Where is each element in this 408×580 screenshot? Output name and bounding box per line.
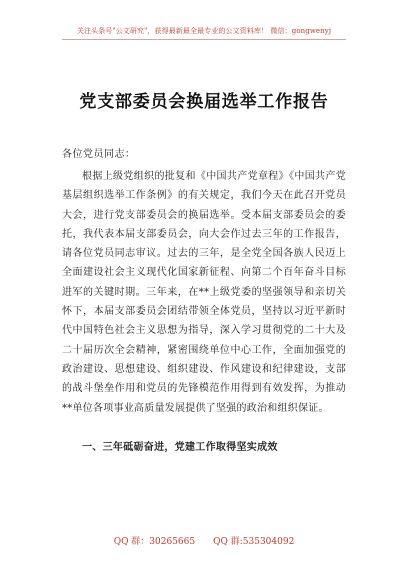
- header-banner: 关注头条号"公文研究"，获得最新最全最专业的公文资料库！ 微信：gongwenyj: [76, 27, 332, 35]
- body-paragraph: 根据上级党组织的批复和《中国共产党章程》《中国共产党基层组织选举工作条例》的有关规定，我们今天在此召开党员大会，进行党支部委员会的换届选举。受本届支部委员会的委托，我代表本届支部委员会，向大会作过去三年的工作报告，请各位党员同志审议。过去的三年，是全党全国各族人民迈上全面建设社会主义现代化国家新征程、向第二个百年奋斗目标进军的关键时期。三年来，在**上级党委的坚强领导和亲切关怀下，本届支部委员会团结带领全体党员，坚持以习近平新时代中国特色社会主义思想为指导，深入学习贯彻党的二十大及二十届历次全会精神，紧密围绕单位中心工作，全面加强党的政治建设、思想建设、组织建设、作风建设和纪律建设，支部的战斗堡垒作用和党员的先锋模范作用得到有效发挥，为推动**单位各项事业高质量发展提供了坚强的政治和组织保证。: [62, 171, 346, 414]
- footer-qq-group-2: QQ 群:535304092: [213, 537, 295, 547]
- document-title: 党支部委员会换届选举工作报告: [79, 92, 329, 112]
- footer-qq-group-1: QQ 群：30265665: [113, 537, 196, 547]
- section-heading: 一、三年砥砺奋进，党建工作取得坚实成效: [82, 442, 278, 453]
- footer: [0, 534, 408, 547]
- header-divider: [62, 39, 346, 40]
- salutation: 各位党员同志：: [62, 149, 136, 160]
